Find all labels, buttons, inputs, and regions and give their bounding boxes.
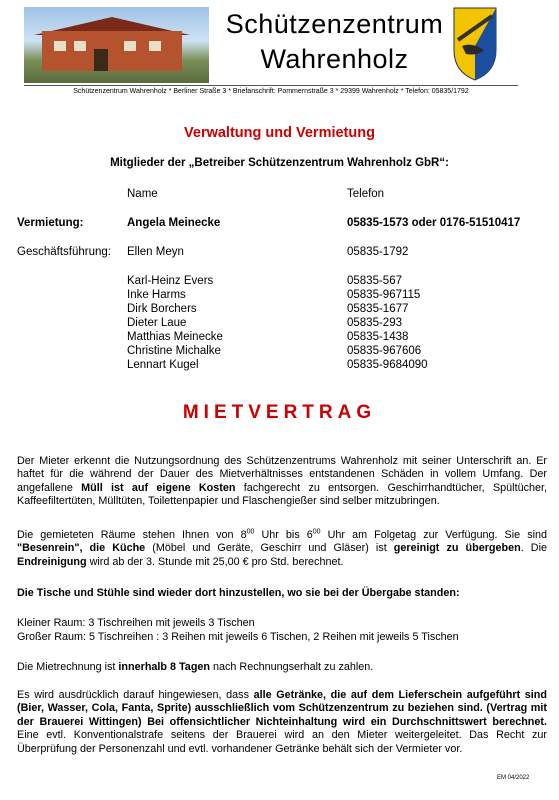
rental-name: Angela Meinecke (127, 217, 221, 229)
large-room-layout: Großer Raum: 5 Tischreihen : 3 Reihen mit jeweils 6 Tischen, 2 Reihen mit jeweils 5 Tischen (17, 631, 459, 643)
member-name: Lennart Kugel (127, 359, 199, 371)
paragraph-cleaning: Die gemieteten Räume stehen Ihnen von $8^{00}$ Uhr bis $6^{00}$ Uhr am Folgetag zur Verfügung. Sie sind "Besenrein", die Küche (Möbel und Geräte, Geschirr und Gläser) ist gereinigt zu übergeben. Die Endreinigung wird ab der 3. Stunde mit 25,00 € pro Std. berechnet. (17, 528, 548, 568)
member-name: Dirk Borchers (127, 303, 197, 315)
member-phone: 05835-967606 (347, 345, 422, 357)
footer-code: EM 04/2022 (497, 775, 530, 781)
management-name: Ellen Meyn (127, 246, 184, 258)
header-title-line1: Schützenzentrum (225, 9, 444, 39)
paragraph-liability: Der Mieter erkennt die Nutzungsordnung des Schützenzentrums Wahrenholz mit seiner Unterschrift an. Er haftet für die während der Dauer des Mietverhältnisses entstandenen Schäden in vollem Umfang. Der angefallene Müll ist auf eigene Kosten fachgerecht zu entsorgen. Geschirrhandtücher, Spültücher, Kaffeefiltertüten, Mülltüten, Toilettenpapier und Flaschengießer sind selber mitzubringen. (17, 455, 547, 508)
header-address: Schützenzentrum Wahrenholz * Berliner Straße 3 * Briefanschrift: Pommernstraße 3 * 29399 Wahrenholz * Telefon: 05835/1792 (73, 88, 469, 95)
building-photo (24, 7, 209, 83)
management-label: Geschäftsführung: (17, 246, 111, 258)
header-divider (24, 85, 518, 86)
paragraph-invoice: Die Mietrechnung ist innerhalb 8 Tagen nach Rechnungserhalt zu zahlen. (17, 661, 374, 673)
section-title: Verwaltung und Vermietung (184, 125, 375, 141)
member-phone: 05835-1677 (347, 303, 409, 315)
member-phone: 05835-293 (347, 317, 402, 329)
header-title-line2: Wahrenholz (260, 44, 409, 74)
paragraph-tables-heading: Die Tische und Stühle sind wieder dort hinzustellen, wo sie bei der Übergabe standen: (17, 587, 460, 599)
rental-label: Vermietung: (17, 217, 84, 229)
member-name: Karl-Heinz Evers (127, 275, 214, 287)
coat-of-arms-icon (452, 6, 498, 82)
member-phone: 05835-567 (347, 275, 402, 287)
member-phone: 05835-1438 (347, 331, 409, 343)
column-header-name: Name (127, 188, 158, 200)
member-name: Matthias Meinecke (127, 331, 223, 343)
member-phone: 05835-967115 (347, 289, 421, 301)
member-name: Dieter Laue (127, 317, 187, 329)
column-header-phone: Telefon (347, 188, 385, 200)
member-phone: 05835-9684090 (347, 359, 428, 371)
members-heading: Mitglieder der „Betreiber Schützenzentrum Wahrenholz GbR“: (110, 157, 449, 169)
member-name: Christine Michalke (127, 345, 221, 357)
management-phone: 05835-1792 (347, 246, 409, 258)
small-room-layout: Kleiner Raum: 3 Tischreihen mit jeweils 3 Tischen (17, 617, 255, 629)
rental-phone: 05835-1573 oder 0176-51510417 (347, 217, 521, 229)
paragraph-beverages: Es wird ausdrücklich darauf hingewiesen, dass alle Getränke, die auf dem Lieferschein aufgeführt sind (Bier, Wasser, Cola, Fanta, Sprite) ausschließlich vom Schützenzentrum zu beziehen sind. (Vertrag mit der Brauerei Wittingen) Bei offensichtlicher Nichteinhaltung wird ein Durchschnittswert berechnet. Eine evtl. Konventionalstrafe seitens der Brauerei wird an den Mieter weitergeleitet. Das Recht zur Überprüfung der Personenzahl und evtl. vorhandener Getränke behält sich der Vermieter vor. (17, 689, 547, 755)
member-name: Inke Harms (127, 289, 186, 301)
contract-title: MIETVERTRAG (182, 402, 377, 423)
